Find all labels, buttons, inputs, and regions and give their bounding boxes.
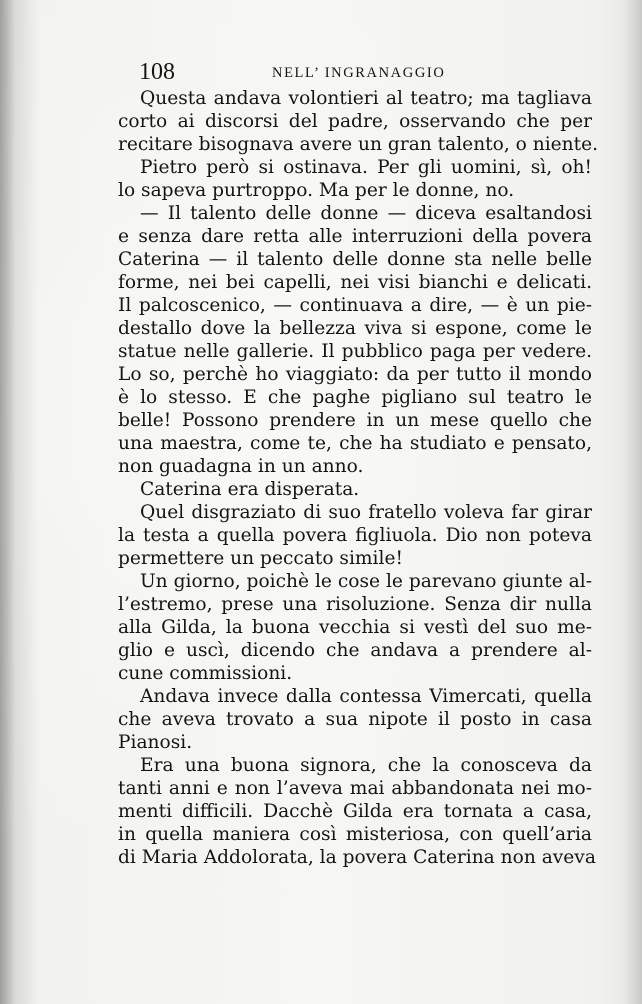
text-line: Era una buona signora, che la conosceva da (140, 755, 592, 776)
body-text (118, 87, 599, 869)
text-line: statue nelle gallerie. Il pubblico paga per vedere. (118, 341, 592, 362)
text-line: è lo stesso. E che paghe pigliano sul teatro le (118, 387, 592, 408)
text-line: Andava invece dalla contessa Vimercati, quella (140, 686, 592, 707)
running-head: NELL’ INGRANAGGIO (272, 65, 446, 81)
text-line: la testa a quella povera figliuola. Dio non poteva (118, 525, 592, 546)
text-line: Caterina — il talento delle donne sta nelle belle (118, 249, 592, 270)
text-line: non guadagna in un anno. (118, 456, 364, 477)
text-line: alla Gilda, la buona vecchia si vestì del suo me- (118, 617, 592, 638)
text-line: Caterina era disperata. (140, 479, 360, 500)
text-line: menti difficili. Dacchè Gilda era tornata a casa, (118, 801, 592, 822)
text-line: Questa andava volontieri al teatro; ma tagliava (140, 88, 592, 109)
text-line: destallo dove la bellezza viva si espone, come le (118, 318, 592, 339)
text-line: lo sapeva purtroppo. Ma per le donne, no. (118, 180, 515, 201)
text-line: Il palcoscenico, — continuava a dire, — è un pie- (118, 295, 592, 316)
text-line: tanti anni e non l’aveva mai abbandonata nei mo- (118, 778, 592, 799)
page-header (139, 58, 599, 86)
text-line: Pianosi. (118, 732, 193, 753)
text-line: in quella maniera così misteriosa, con quell’aria (118, 824, 592, 845)
page-gutter-shadow (0, 0, 38, 1004)
text-line: Quel disgraziato di suo fratello voleva far girar (140, 502, 592, 523)
text-line: forme, nei bei capelli, nei visi bianchi e delicati. (118, 272, 592, 293)
text-line: Un giorno, poichè le cose le parevano giunte al- (140, 571, 592, 592)
text-line: recitare bisognava avere un gran talento, o niente. (118, 134, 599, 155)
text-line: cune commissioni. (118, 663, 293, 684)
page-number: 108 (139, 59, 175, 85)
text-line: corto ai discorsi del padre, osservando che per (118, 111, 592, 132)
text-line: di Maria Addolorata, la povera Caterina non aveva (118, 847, 596, 868)
text-line: — Il talento delle donne — diceva esaltandosi (140, 203, 592, 224)
text-line: e senza dare retta alle interruzioni della povera (118, 226, 592, 247)
page-edge-shadow (624, 0, 642, 1004)
text-line: permettere un peccato simile! (118, 548, 403, 569)
text-line: una maestra, come te, che ha studiato e pensato, (118, 433, 592, 454)
text-line: Lo so, perchè ho viaggiato: da per tutto il mondo (118, 364, 592, 385)
text-line: belle! Possono prendere in un mese quello che (118, 410, 592, 431)
text-line: Pietro però si ostinava. Per gli uomini, sì, oh! (140, 157, 592, 178)
text-line: che aveva trovato a sua nipote il posto in casa (118, 709, 592, 730)
text-line: glio e uscì, dicendo che andava a prendere al- (118, 640, 592, 661)
text-line: l’estremo, prese una risoluzione. Senza dir nulla (118, 594, 592, 615)
